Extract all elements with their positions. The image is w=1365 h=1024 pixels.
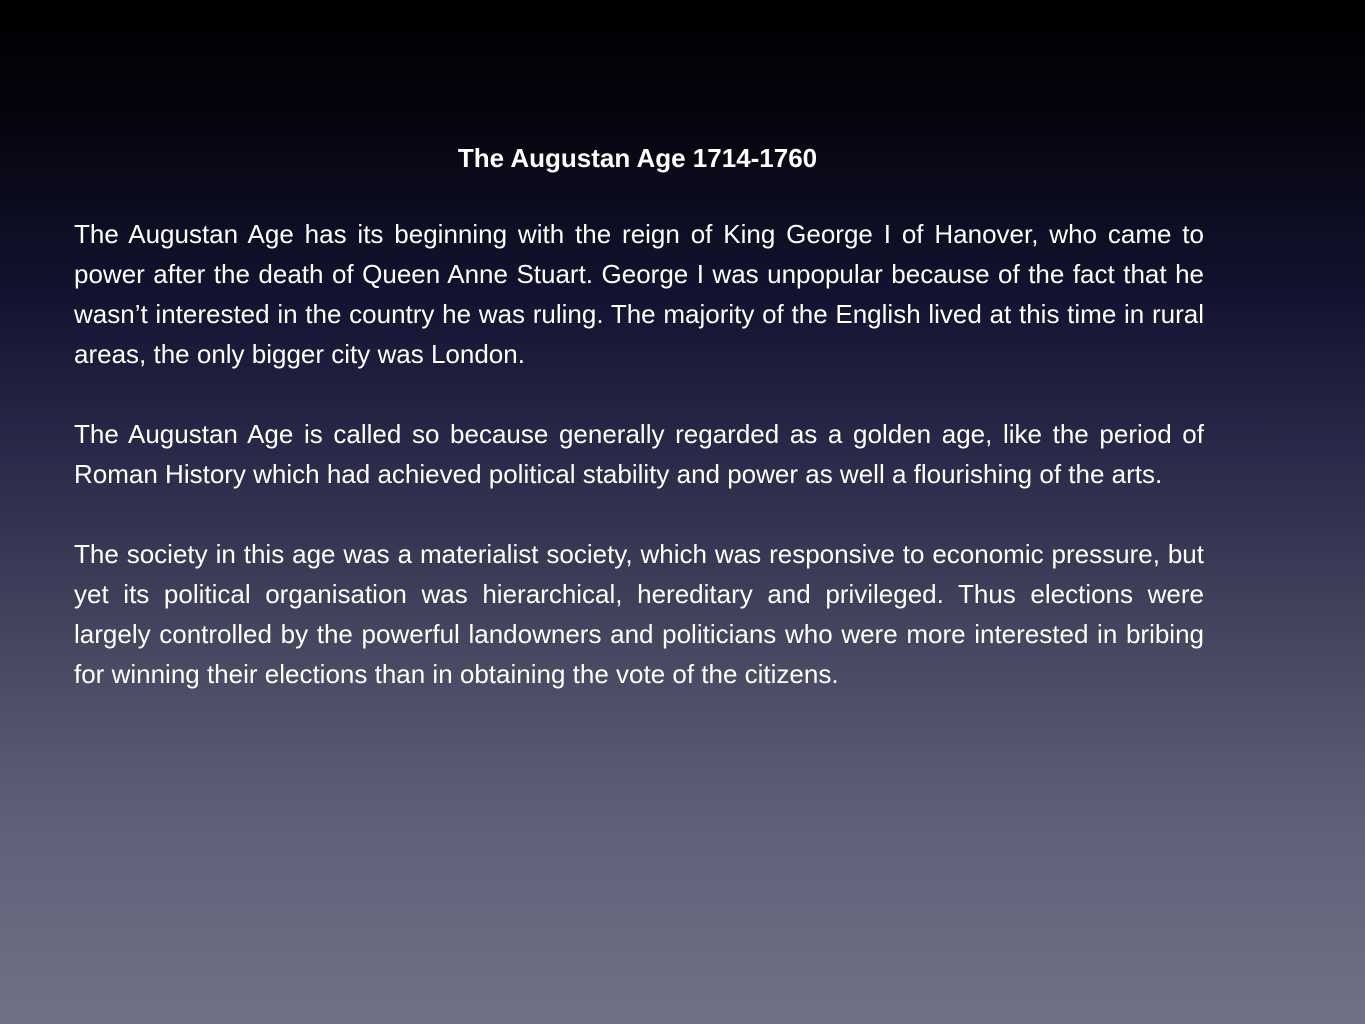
paragraph-society: The society in this age was a materialist society, which was responsive to economic pressure, but yet its political organisation was hierarchical, hereditary and privileged. Thus elections were largely controlled by the powerful landowners and politicians who were more interested in bribing for winning their elections than in obtaining the vote of the citizens. (74, 539, 1204, 689)
slide-body (74, 214, 1204, 734)
paragraph-golden-age: The Augustan Age is called so because generally regarded as a golden age, like the period of Roman History which had achieved political stability and power as well a flourishing of the arts. (74, 419, 1204, 489)
paragraph-reign: The Augustan Age has its beginning with the reign of King George I of Hanover, who came to power after the death of Queen Anne Stuart. George I was unpopular because of the fact that he wasn’t interested in the country he was ruling. The majority of the English lived at this time in rural areas, the only bigger city was London. (74, 219, 1204, 369)
slide-title: The Augustan Age 1714-1760 (457, 143, 818, 173)
